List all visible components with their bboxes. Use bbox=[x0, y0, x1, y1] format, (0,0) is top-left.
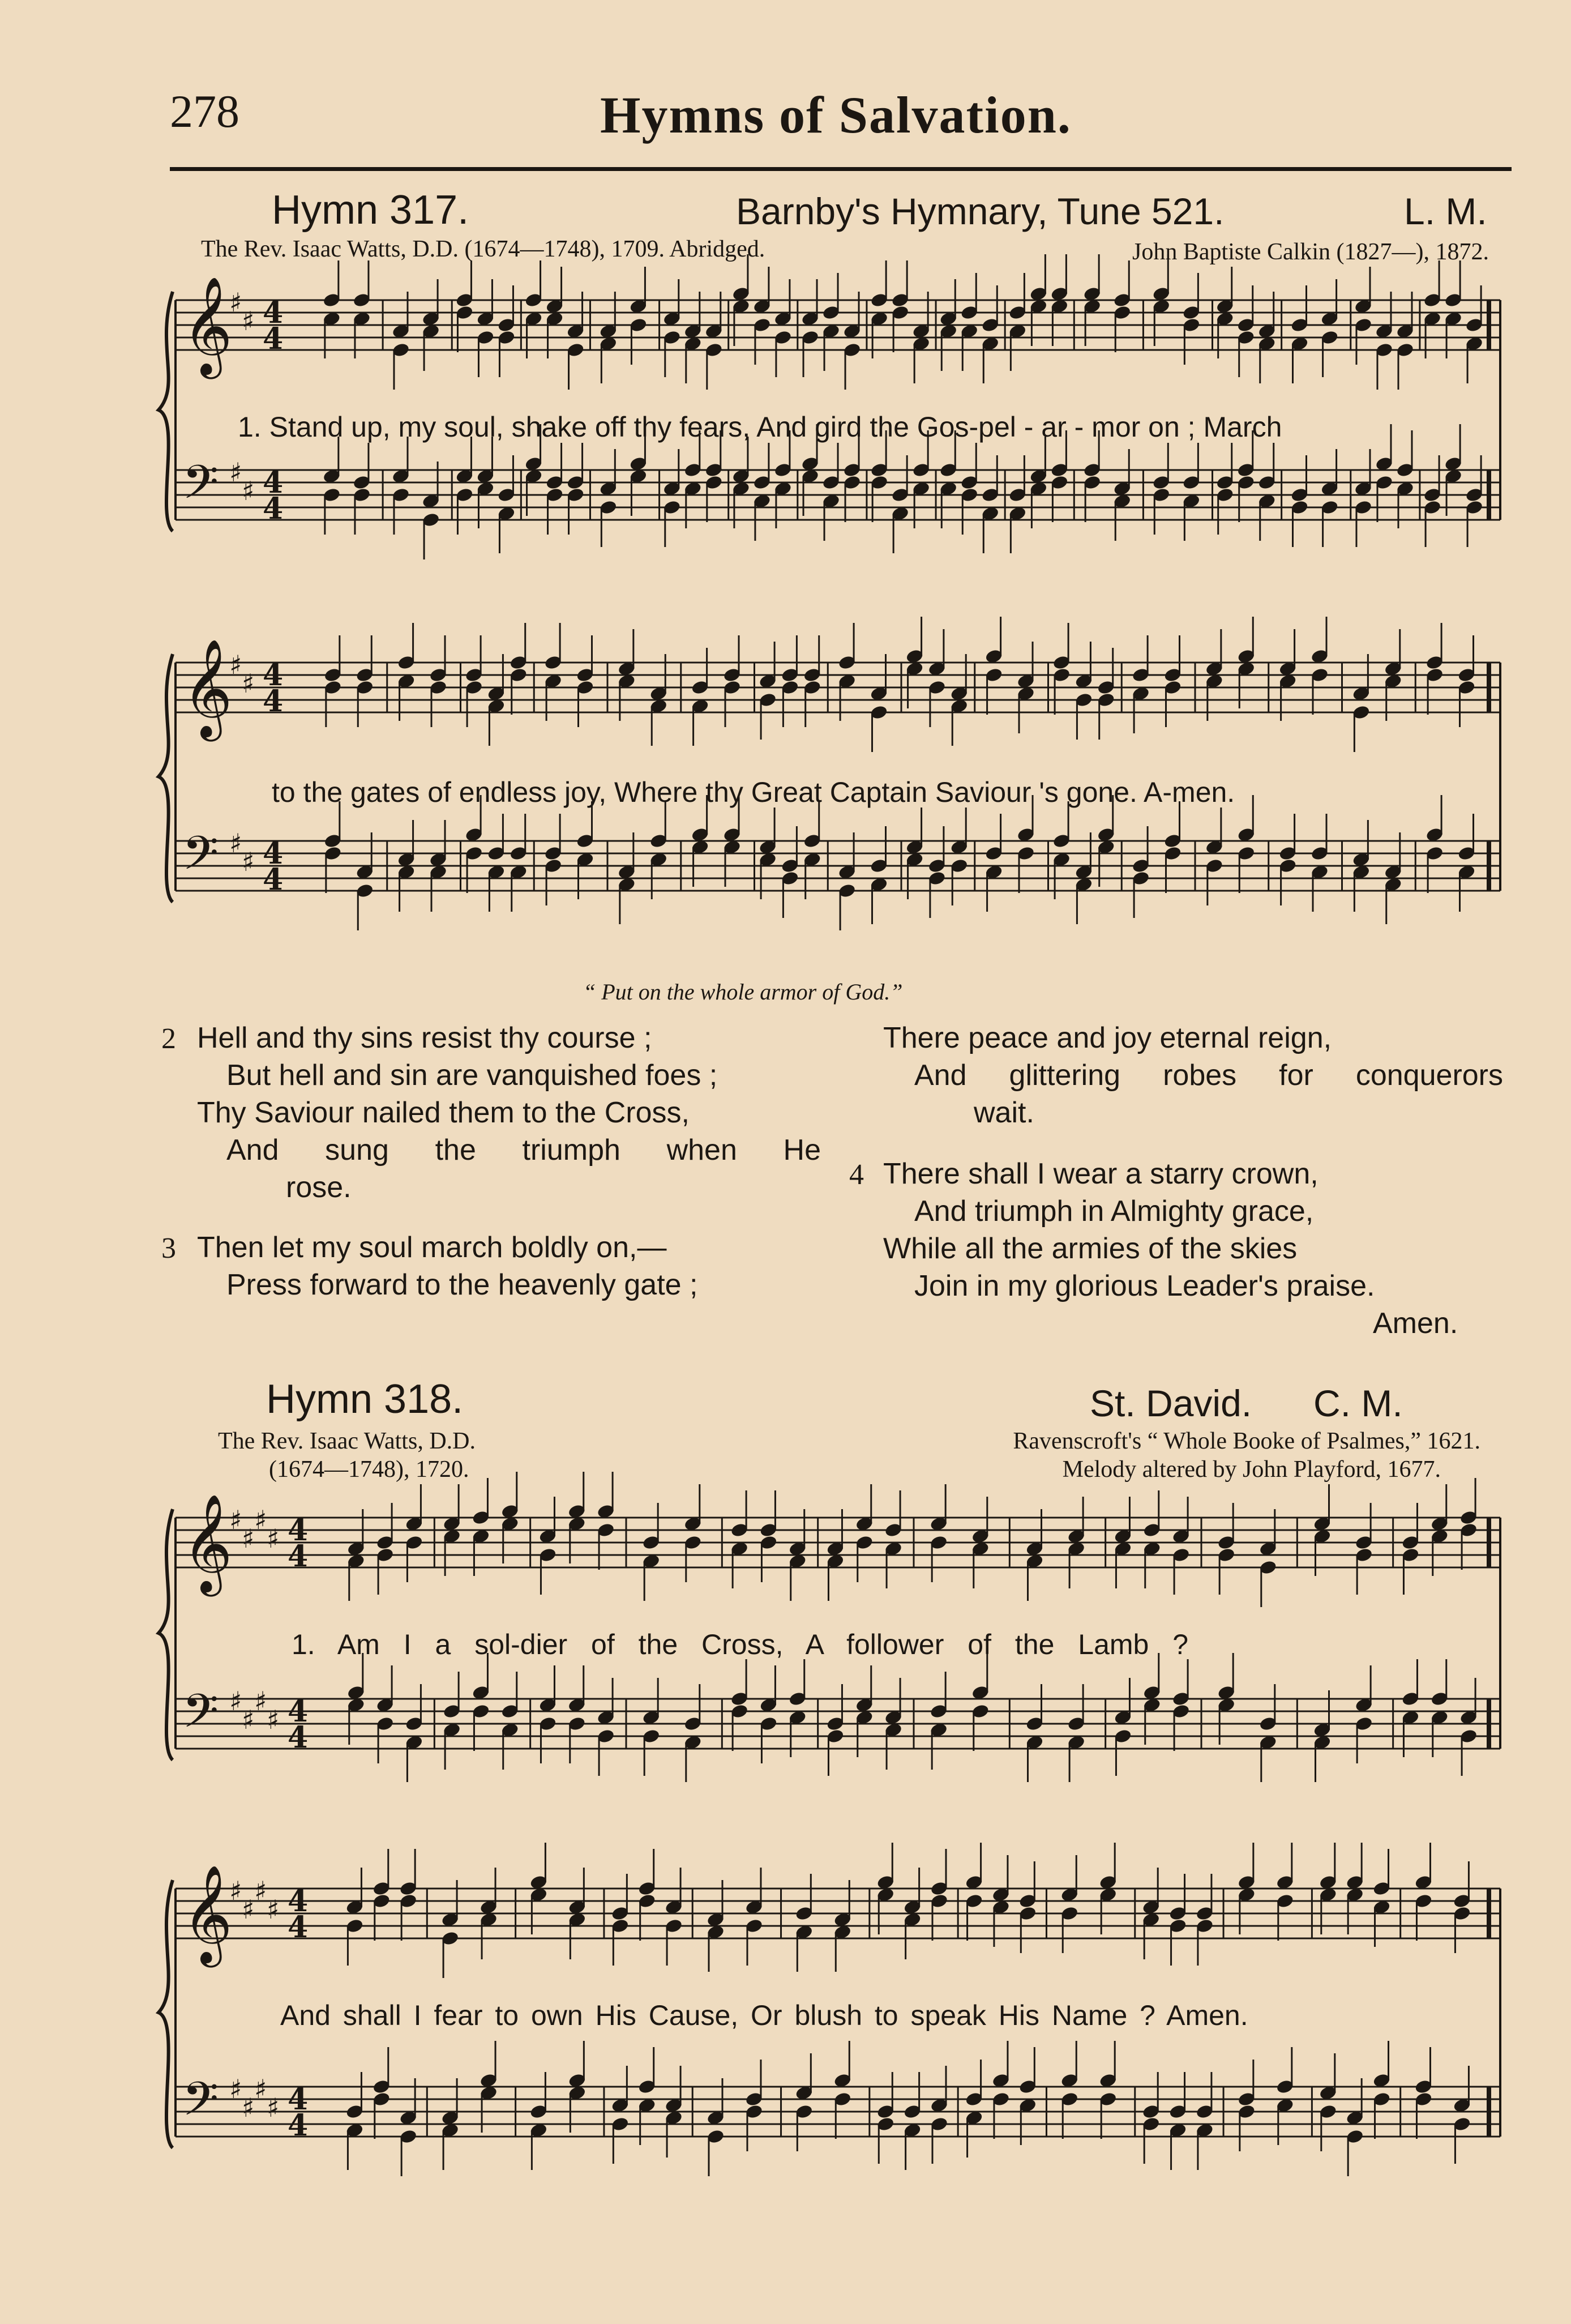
verse-2-line-5: rose. bbox=[286, 1171, 352, 1204]
time-signature-top: 4 bbox=[288, 1513, 309, 1548]
treble-clef: 𝄞 bbox=[182, 639, 233, 737]
sharp-sign: ♯ bbox=[229, 1504, 242, 1535]
time-signature-top: 4 bbox=[288, 1884, 309, 1919]
hymn-318-source-line-1: Ravenscroft's “ Whole Booke of Psalmes,” 1621. bbox=[1013, 1428, 1480, 1454]
time-signature-bottom: 4 bbox=[263, 322, 284, 356]
hymn-318-lyric-line-1: 1. Am I a sol-dier of the Cross, A follower of the Lamb ? bbox=[292, 1629, 1189, 1660]
hymn-318-title: Hymn 318. bbox=[266, 1377, 464, 1422]
verse-3-line-2: Press forward to the heavenly gate ; bbox=[226, 1268, 698, 1301]
verse-2-line-1: Hell and thy sins resist thy course ; bbox=[197, 1022, 652, 1054]
verse-2-line-3: Thy Saviour nailed them to the Cross, bbox=[197, 1096, 690, 1129]
time-signature-bottom: 4 bbox=[263, 492, 284, 526]
sharp-sign: ♯ bbox=[267, 1894, 280, 1925]
bass-clef: 𝄢 bbox=[182, 2071, 219, 2138]
sharp-sign: ♯ bbox=[254, 2073, 267, 2104]
sharp-sign: ♯ bbox=[229, 649, 242, 680]
hymn-317-lyric-line-2: to the gates of endless joy, Where thy Great Captain Saviour 's gone. A-men. bbox=[272, 776, 1235, 808]
sharp-sign: ♯ bbox=[254, 1875, 267, 1906]
verse-4-line-3: While all the armies of the skies bbox=[883, 1232, 1298, 1265]
time-signature-top: 4 bbox=[263, 465, 284, 500]
sharp-sign: ♯ bbox=[254, 1504, 267, 1535]
verse-number-3: 3 bbox=[161, 1232, 176, 1264]
time-signature-top: 4 bbox=[288, 1694, 309, 1729]
sharp-sign: ♯ bbox=[242, 846, 255, 877]
sharp-sign: ♯ bbox=[267, 2092, 280, 2123]
time-signature-bottom: 4 bbox=[263, 684, 284, 719]
sharp-sign: ♯ bbox=[242, 1523, 255, 1554]
verse-number-2: 2 bbox=[161, 1023, 176, 1055]
time-signature-bottom: 4 bbox=[288, 1910, 309, 1945]
time-signature-bottom: 4 bbox=[263, 862, 284, 897]
hymn-318-source-line-2: Melody altered by John Playford, 1677. bbox=[1062, 1456, 1441, 1483]
hymn-318-author-line-1: The Rev. Isaac Watts, D.D. bbox=[218, 1428, 476, 1454]
treble-clef: 𝄞 bbox=[182, 276, 233, 375]
time-signature-top: 4 bbox=[263, 296, 284, 330]
time-signature-bottom: 4 bbox=[288, 1720, 309, 1755]
verse-number-4: 4 bbox=[849, 1159, 864, 1191]
treble-clef: 𝄞 bbox=[182, 1865, 233, 1963]
sharp-sign: ♯ bbox=[229, 456, 242, 488]
sharp-sign: ♯ bbox=[229, 1685, 242, 1716]
verse-2-line-4: And sung the triumph when He bbox=[226, 1134, 821, 1167]
verse-3-line-1: Then let my soul march boldly on,— bbox=[197, 1231, 667, 1264]
sharp-sign: ♯ bbox=[229, 2073, 242, 2104]
hymn-318-author-line-2: (1674—1748), 1720. bbox=[269, 1456, 469, 1483]
time-signature-top: 4 bbox=[263, 658, 284, 693]
system-brace bbox=[159, 292, 173, 531]
hymn-317-author: The Rev. Isaac Watts, D.D. (1674—1748), 1709. Abridged. bbox=[201, 236, 765, 262]
hymn-317-motto: “ Put on the whole armor of God.” bbox=[583, 979, 903, 1005]
bass-clef: 𝄢 bbox=[182, 1684, 219, 1750]
hymn-317-lyric-line-1: 1. Stand up, my soul, shake off thy fears, And gird the Gos-pel - ar - mor on ; March bbox=[238, 411, 1282, 443]
hymn-318-meter: C. M. bbox=[1313, 1382, 1403, 1424]
system-brace bbox=[159, 1880, 173, 2148]
time-signature-top: 4 bbox=[263, 836, 284, 871]
verse-3-cont-line-3: wait. bbox=[974, 1096, 1034, 1129]
running-title: Hymns of Salvation. bbox=[600, 86, 1072, 144]
sharp-sign: ♯ bbox=[229, 287, 242, 318]
system-brace bbox=[159, 654, 173, 902]
bass-clef: 𝄢 bbox=[182, 826, 219, 892]
sharp-sign: ♯ bbox=[254, 1685, 267, 1716]
verse-2-line-2: But hell and sin are vanquished foes ; bbox=[226, 1059, 718, 1092]
bass-clef: 𝄢 bbox=[182, 455, 219, 521]
sharp-sign: ♯ bbox=[242, 2092, 255, 2123]
hymn-317-tune: Barnby's Hymnary, Tune 521. bbox=[736, 190, 1225, 232]
sharp-sign: ♯ bbox=[242, 475, 255, 506]
time-signature-top: 4 bbox=[288, 2082, 309, 2117]
sharp-sign: ♯ bbox=[229, 827, 242, 858]
sharp-sign: ♯ bbox=[242, 668, 255, 699]
sharp-sign: ♯ bbox=[242, 1894, 255, 1925]
sharp-sign: ♯ bbox=[242, 305, 255, 336]
hymn-318-tune: St. David. bbox=[1090, 1382, 1252, 1424]
time-signature-bottom: 4 bbox=[288, 2108, 309, 2143]
sharp-sign: ♯ bbox=[267, 1704, 280, 1735]
hymn-317-title: Hymn 317. bbox=[272, 187, 469, 233]
verse-4-line-1: There shall I wear a starry crown, bbox=[883, 1157, 1319, 1190]
verse-3-cont-line-2: And glittering robes for conquerors bbox=[914, 1059, 1503, 1092]
system-brace bbox=[159, 1509, 173, 1760]
sharp-sign: ♯ bbox=[242, 1704, 255, 1735]
verse-4-amen: Amen. bbox=[1373, 1307, 1458, 1340]
time-signature-bottom: 4 bbox=[288, 1539, 309, 1574]
hymn-317-composer: John Baptiste Calkin (1827—), 1872. bbox=[1132, 239, 1489, 265]
page-number: 278 bbox=[170, 86, 239, 137]
header-rule bbox=[170, 167, 1512, 171]
verse-4-line-4: Join in my glorious Leader's praise. bbox=[914, 1270, 1375, 1302]
sharp-sign: ♯ bbox=[267, 1523, 280, 1554]
treble-clef: 𝄞 bbox=[182, 1494, 233, 1592]
sharp-sign: ♯ bbox=[229, 1875, 242, 1906]
hymn-317-meter: L. M. bbox=[1404, 190, 1487, 232]
verse-3-cont-line-1: There peace and joy eternal reign, bbox=[883, 1022, 1332, 1054]
verse-4-line-2: And triumph in Almighty grace, bbox=[914, 1195, 1314, 1228]
hymn-318-lyric-line-2: And shall I fear to own His Cause, Or blush to speak His Name ? Amen. bbox=[280, 2000, 1248, 2031]
